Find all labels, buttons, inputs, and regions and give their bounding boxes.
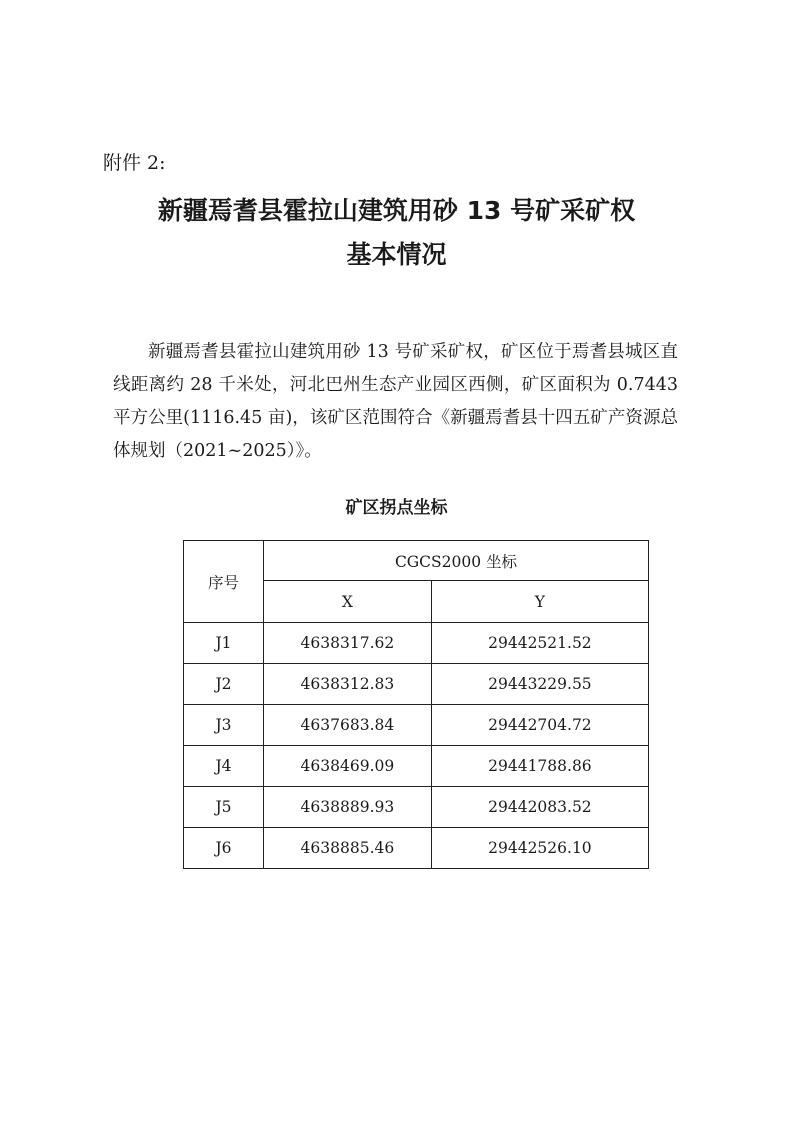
header-coordinate-system: CGCS2000 坐标 [263, 541, 648, 581]
table-row [184, 664, 649, 705]
row-y: 29442083.52 [431, 787, 648, 828]
row-y: 29442704.72 [431, 705, 648, 746]
table-row [184, 746, 649, 787]
table-row [184, 623, 649, 664]
row-y: 29442526.10 [431, 828, 648, 869]
row-x: 4638317.62 [263, 623, 431, 664]
row-id: J6 [184, 828, 264, 869]
row-id: J2 [184, 664, 264, 705]
row-x: 4638469.09 [263, 746, 431, 787]
row-y: 29441788.86 [431, 746, 648, 787]
row-id: J3 [184, 705, 264, 746]
row-id: J1 [184, 623, 264, 664]
row-x: 4638885.46 [263, 828, 431, 869]
table-caption: 矿区拐点坐标 [345, 498, 448, 518]
document-title-line-2: 基本情况 [346, 240, 447, 269]
row-y: 29443229.55 [431, 664, 648, 705]
row-x: 4638889.93 [263, 787, 431, 828]
row-id: J5 [184, 787, 264, 828]
table-row [184, 705, 649, 746]
coordinates-table [183, 540, 649, 869]
table-row [184, 787, 649, 828]
row-y: 29442521.52 [431, 623, 648, 664]
row-id: J4 [184, 746, 264, 787]
row-x: 4637683.84 [263, 705, 431, 746]
attachment-label: 附件 2: [103, 152, 166, 174]
document-title-line-1: 新疆焉耆县霍拉山建筑用砂 13 号矿采矿权 [157, 196, 636, 225]
header-x: X [263, 581, 431, 623]
row-x: 4638312.83 [263, 664, 431, 705]
table-row [184, 828, 649, 869]
header-seq: 序号 [184, 541, 264, 623]
header-y: Y [431, 581, 648, 623]
description-paragraph: 新疆焉耆县霍拉山建筑用砂 13 号矿采矿权，矿区位于焉耆县城区直线距离约 28 千米处，河北巴州生态产业园区西侧，矿区面积为 0.7443 平方公里(1116.45 亩)，该矿区范围符合《新疆焉耆县十四五矿产资源总体规划（2021~2025）》。 [113, 341, 678, 461]
